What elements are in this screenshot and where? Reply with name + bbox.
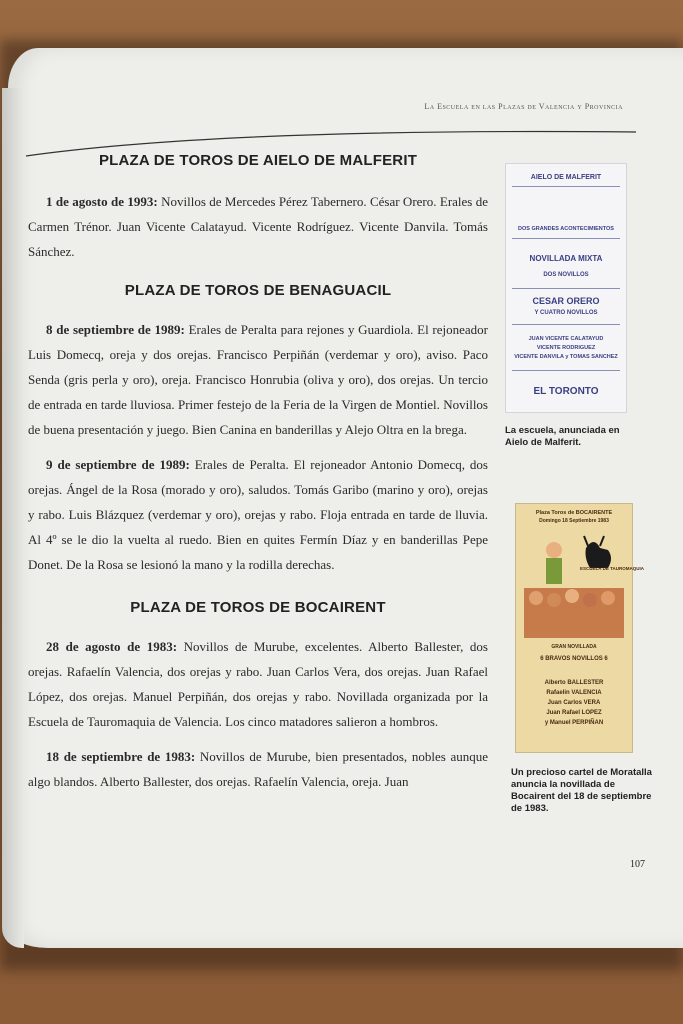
poster-aielo-image bbox=[505, 163, 627, 413]
poster2-line: y Manuel PERPIÑAN bbox=[544, 720, 604, 726]
entry-bocairent-28ago1983: 28 de agosto de 1983: Novillos de Murube, excelentes. Alberto Ballester, dos orejas. Rafaelín Valencia, dos orejas y rabo. Juan Carlos Vera, dos orejas. Juan Rafael López, dos orejas. Manuel Perpiñán, dos orejas y rabo. Novillada organizada por la Escuela de Tauromaquia de Valencia. Los cinco matadores salieron a hombros. bbox=[28, 639, 488, 729]
poster1-line: JUAN VICENTE CALATAYUD bbox=[528, 336, 604, 342]
poster2-line: 6 BRAVOS NOVILLOS 6 bbox=[540, 656, 608, 662]
entry-benaguacil-9sep1989: 9 de septiembre de 1989: Erales de Peralta. El rejoneador Antonio Domecq, dos orejas. Ángel de la Rosa (morado y oro), saludos. Tomás Garibo (marino y oro), orejas y rabo. Luis Blázquez (verdemar y oro), orejas y rabo. Floja entrada en tarde de lluvia. Al 4º se le dio la vuelta al ruedo. Bien en quites Fermín Díaz y en banderillas Pepe Donet. De la Rosa se lesionó la mano y la rodilla derechas. bbox=[28, 457, 488, 572]
section-title-bocairent: PLAZA DE TOROS DE BOCAIRENT bbox=[130, 599, 386, 616]
poster2-line: Juan Rafael LOPEZ bbox=[546, 710, 602, 716]
page-number: 107 bbox=[630, 859, 645, 870]
poster2-line: GRAN NOVILLADA bbox=[551, 644, 597, 650]
poster2-line: Juan Carlos VERA bbox=[547, 700, 601, 706]
entry-aielo-1993: 1 de agosto de 1993: Novillos de Mercedes Pérez Tabernero. César Orero. Erales de Carmen Trénor. Juan Vicente Calatayud. Vicente Rodríguez. Vicente Danvila. Tomás Sánchez. bbox=[28, 194, 489, 259]
poster1-line: VICENTE RODRIGUEZ bbox=[536, 345, 596, 351]
poster1-line: EL TORONTO bbox=[533, 386, 599, 397]
section-title-aielo: PLAZA DE TOROS DE AIELO DE MALFERIT bbox=[98, 152, 418, 169]
poster2-line: Alberto BALLESTER bbox=[544, 680, 604, 686]
poster1-line: Y CUATRO NOVILLOS bbox=[534, 310, 598, 316]
poster1-line: AIELO DE MALFERIT bbox=[530, 174, 602, 181]
poster1-line: DOS GRANDES ACONTECIMIENTOS bbox=[518, 226, 614, 232]
main-text bbox=[28, 138, 488, 794]
poster2-line: Plaza Toros de BOCAIRENTE bbox=[535, 510, 613, 516]
poster2-line: Rafaelin VALENCIA bbox=[546, 690, 602, 696]
poster1-line: VICENTE DANVILA y TOMAS SANCHEZ bbox=[514, 354, 618, 360]
bull-and-crowd-illustration bbox=[524, 528, 644, 638]
section-title-benaguacil: PLAZA DE TOROS DE BENAGUACIL bbox=[124, 282, 392, 299]
entry-benaguacil-8sep1989: 8 de septiembre de 1989: Erales de Peralta para rejones y Guardiola. El rejoneador Luis Domecq, oreja y dos orejas. Francisco Perpiñán (verdemar y oro), aviso. Paco Senda (gris perla y oro), oreja. Francisco Honrubia (oliva y oro), dos orejas. Un tercio de entrada en tarde lluviosa. Primer festejo de la Feria de la Virgen de Montiel. Novillos de buena presentación y juego. Bien Canina en banderillas y Alejo Oltra en la brega. bbox=[28, 322, 488, 437]
caption-aielo: La escuela, anunciada en Aielo de Malferit. bbox=[505, 425, 620, 448]
poster2-line: Domingo 18 Septiembre 1983 bbox=[539, 518, 609, 524]
poster1-line: DOS NOVILLOS bbox=[543, 272, 589, 278]
caption-bocairent: Un precioso cartel de Moratalla anuncia la novillada de Bocairent del 18 de septiembre de 1983. bbox=[511, 767, 652, 814]
page-edge bbox=[2, 88, 24, 948]
entry-bocairent-18sep1983: 18 de septiembre de 1983: Novillos de Murube, bien presentados, nobles aunque algo blandos. Alberto Ballester, dos orejas. Rafaelín Valencia, oreja. Juan bbox=[28, 749, 488, 789]
poster1-line: CESAR ORERO bbox=[532, 296, 600, 306]
running-title: La Escuela en las Plazas de Valencia y Provincia bbox=[424, 102, 623, 111]
poster1-line: NOVILLADA MIXTA bbox=[529, 254, 603, 263]
poster-bocairent-image bbox=[515, 503, 644, 753]
poster2-line: ESCUELA DE TAUROMAQUIA bbox=[580, 566, 644, 571]
book-page bbox=[8, 48, 683, 948]
